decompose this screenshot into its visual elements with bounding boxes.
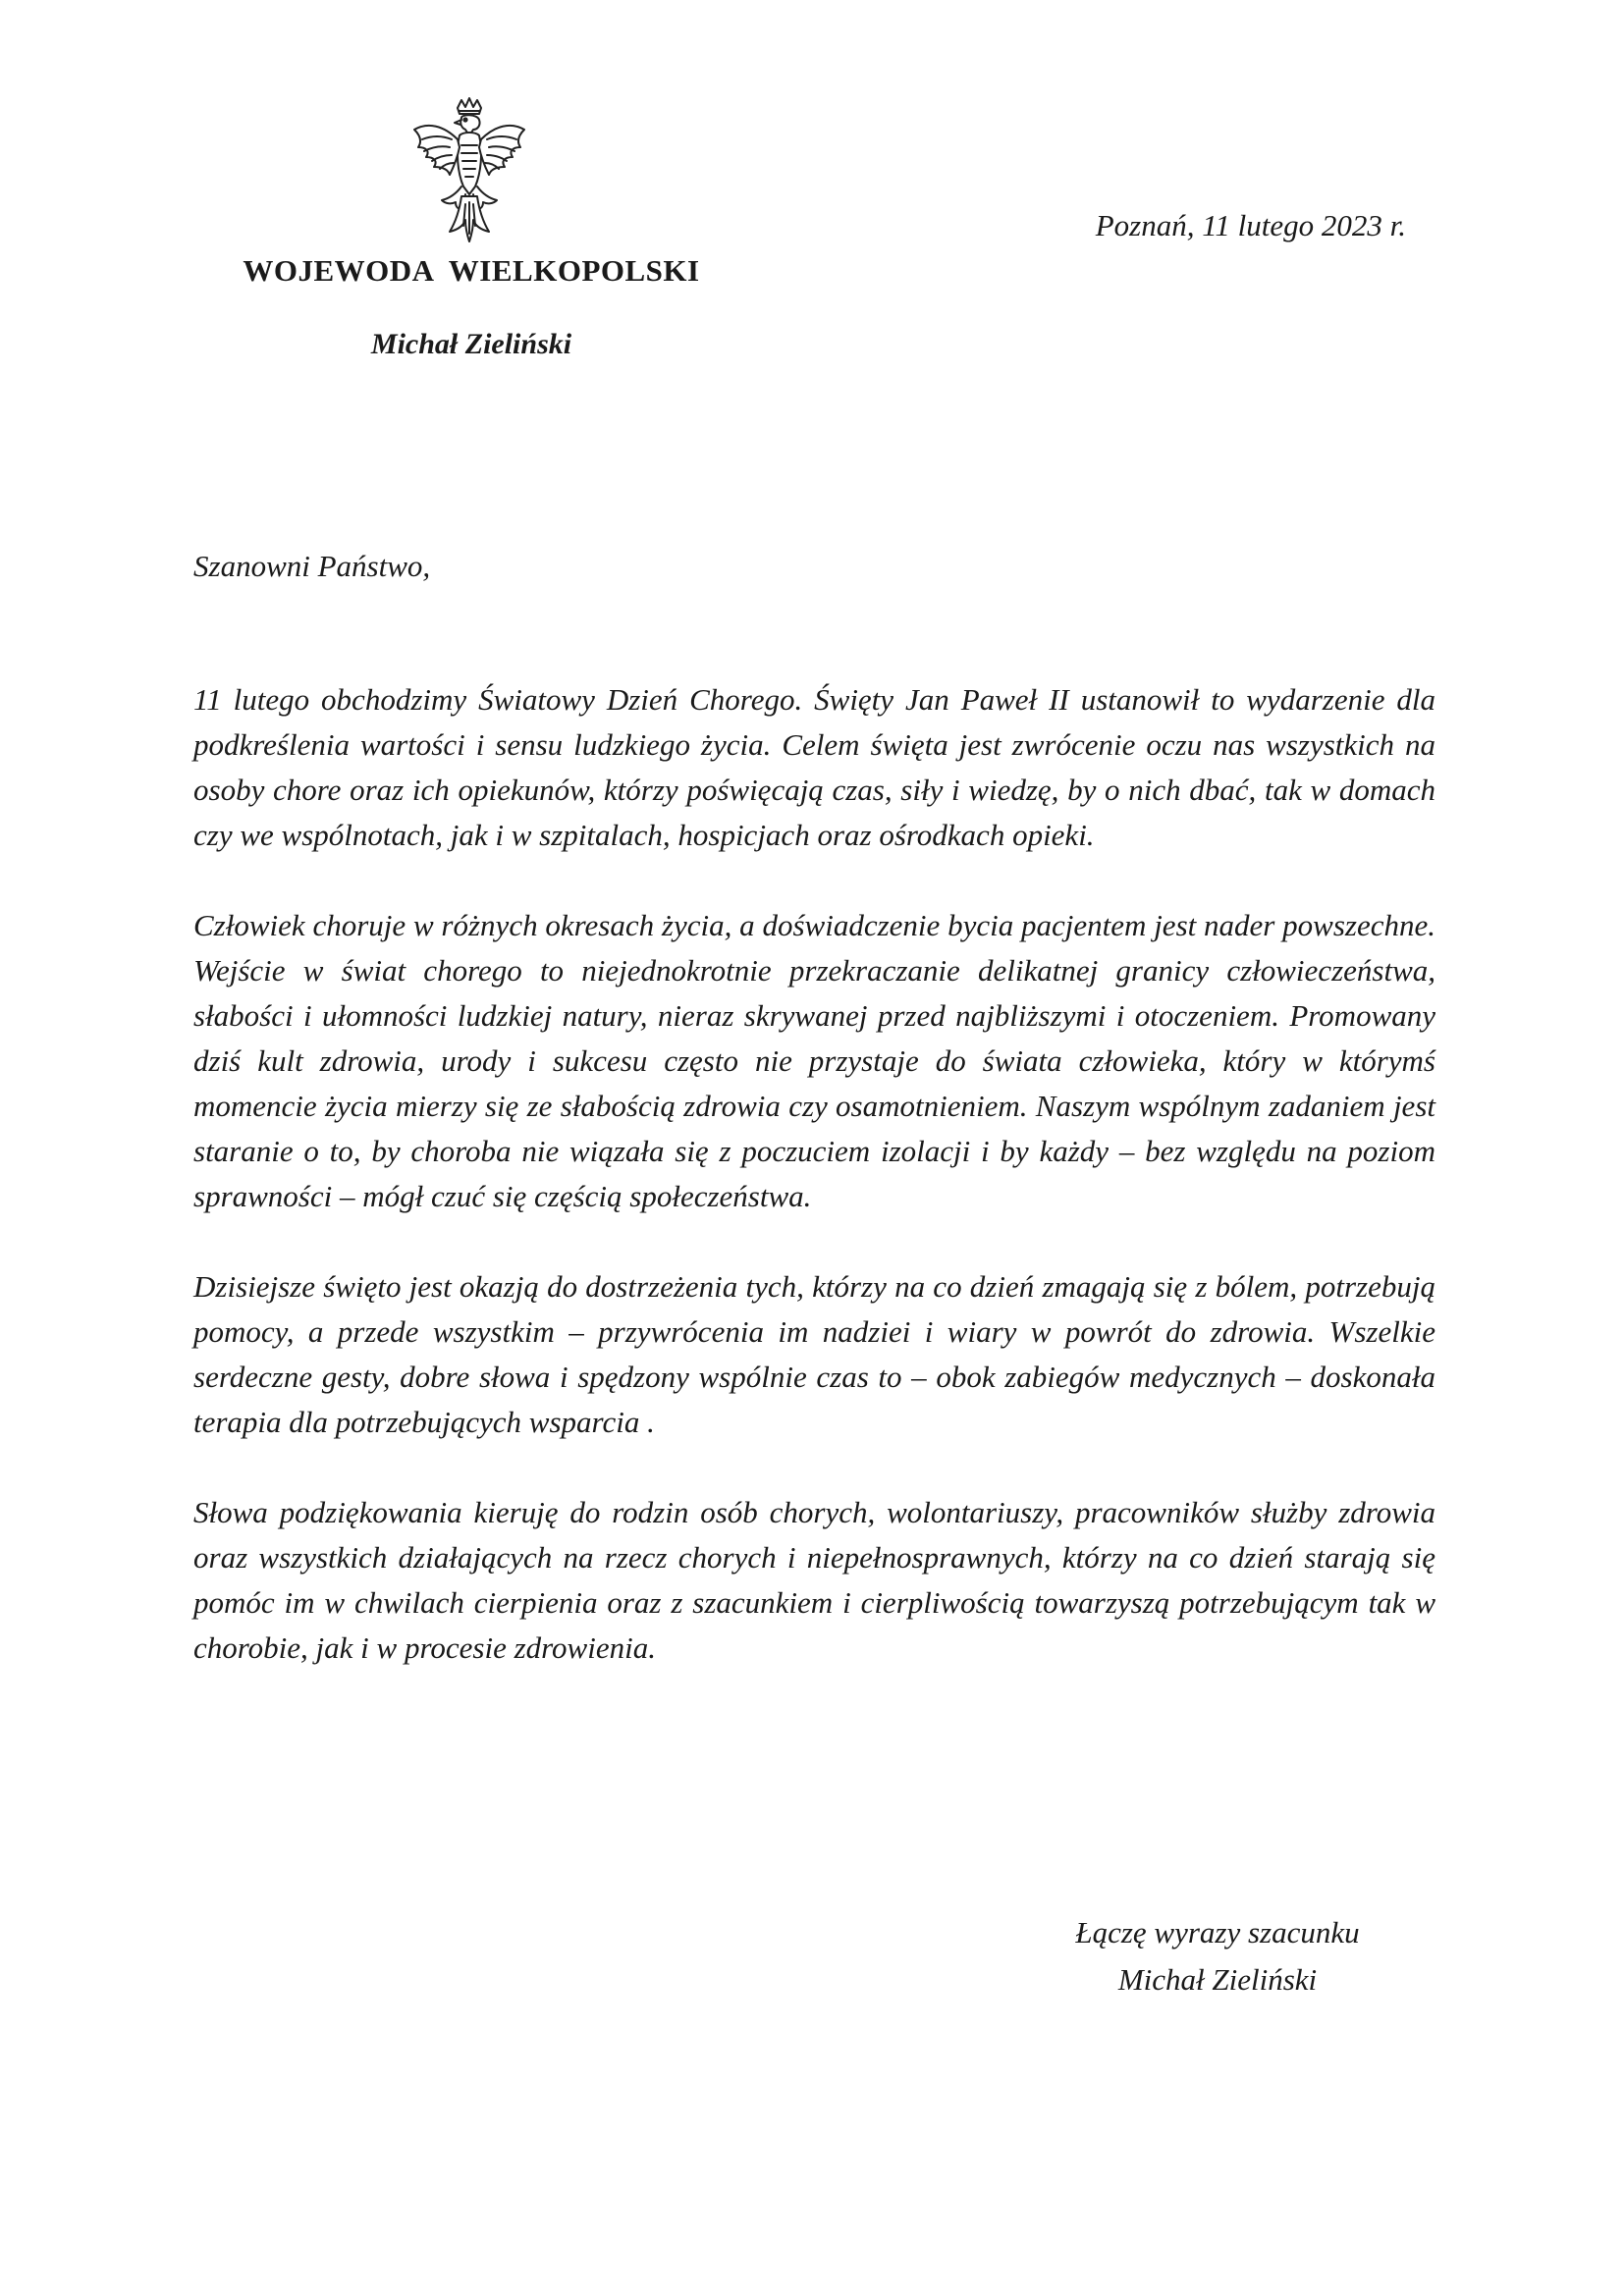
paragraph: 11 lutego obchodzimy Światowy Dzień Chorego. Święty Jan Paweł II ustanowił to wydarzenie dla podkreślenia wartości i sensu ludzkiego życia. Celem święta jest zwrócenie oczu nas wszystkich na osoby chore oraz ich opiekunów, którzy poświęcają czas, siły i wiedzę, by o nich dbać, tak w domach czy we wspólnotach, jak i w szpitalach, hospicjach oraz ośrodkach opieki. [193, 682, 1435, 852]
polish-eagle-emblem-icon [401, 96, 538, 245]
office-name: WOJEWODA WIELKOPOLSKI [243, 253, 700, 288]
letter-body [193, 677, 1435, 1716]
salutation: Szanowni Państwo, [193, 549, 431, 583]
paragraph: Słowa podziękowania kieruję do rodzin osób chorych, wolontariuszy, pracowników służby zdrowia oraz wszystkich działających na rzecz chorych i niepełnosprawnych, którzy na co dzień starają się pomóc im w chwilach cierpienia oraz z szacunkiem i cierpliwością towarzyszą potrzebującym tak w chorobie, jak i w procesie zdrowienia. [193, 1495, 1435, 1665]
paragraph: Dzisiejsze święto jest okazją do dostrzeżenia tych, którzy na co dzień zmagają się z bólem, potrzebują pomocy, a przede wszystkim – przywrócenia im nadziei i wiary w powrót do zdrowia. Wszelkie serdeczne gesty, dobre słowa i spędzony wspólnie czas to – obok zabiegów medycznych – doskonała terapia dla potrzebujących wsparcia . [193, 1269, 1435, 1439]
closing-block [1001, 1909, 1434, 2003]
date-line: Poznań, 11 lutego 2023 r. [1095, 208, 1406, 242]
official-name: Michał Zieliński [370, 328, 572, 360]
paragraph: Człowiek choruje w różnych okresach życia, a doświadczenie bycia pacjentem jest nader powszechne. Wejście w świat chorego to niejednokrotnie przekraczanie delikatnej granicy człowieczeństwa, słabości i ułomności ludzkiej natury, nieraz skrywanej przed najbliższymi i otoczeniem. Promowany dziś kult zdrowia, urody i sukcesu często nie przystaje do świata człowieka, który w którymś momencie życia mierzy się ze słabością zdrowia czy osamotnieniem. Naszym wspólnym zadaniem jest staranie o to, by choroba nie wiązała się z poczuciem izolacji i by każdy – bez względu na poziom sprawności – mógł czuć się częścią społeczeństwa. [193, 908, 1435, 1213]
signature: Michał Zieliński [1117, 1962, 1318, 1997]
closing-line: Łączę wyrazy szacunku [1075, 1915, 1360, 1949]
